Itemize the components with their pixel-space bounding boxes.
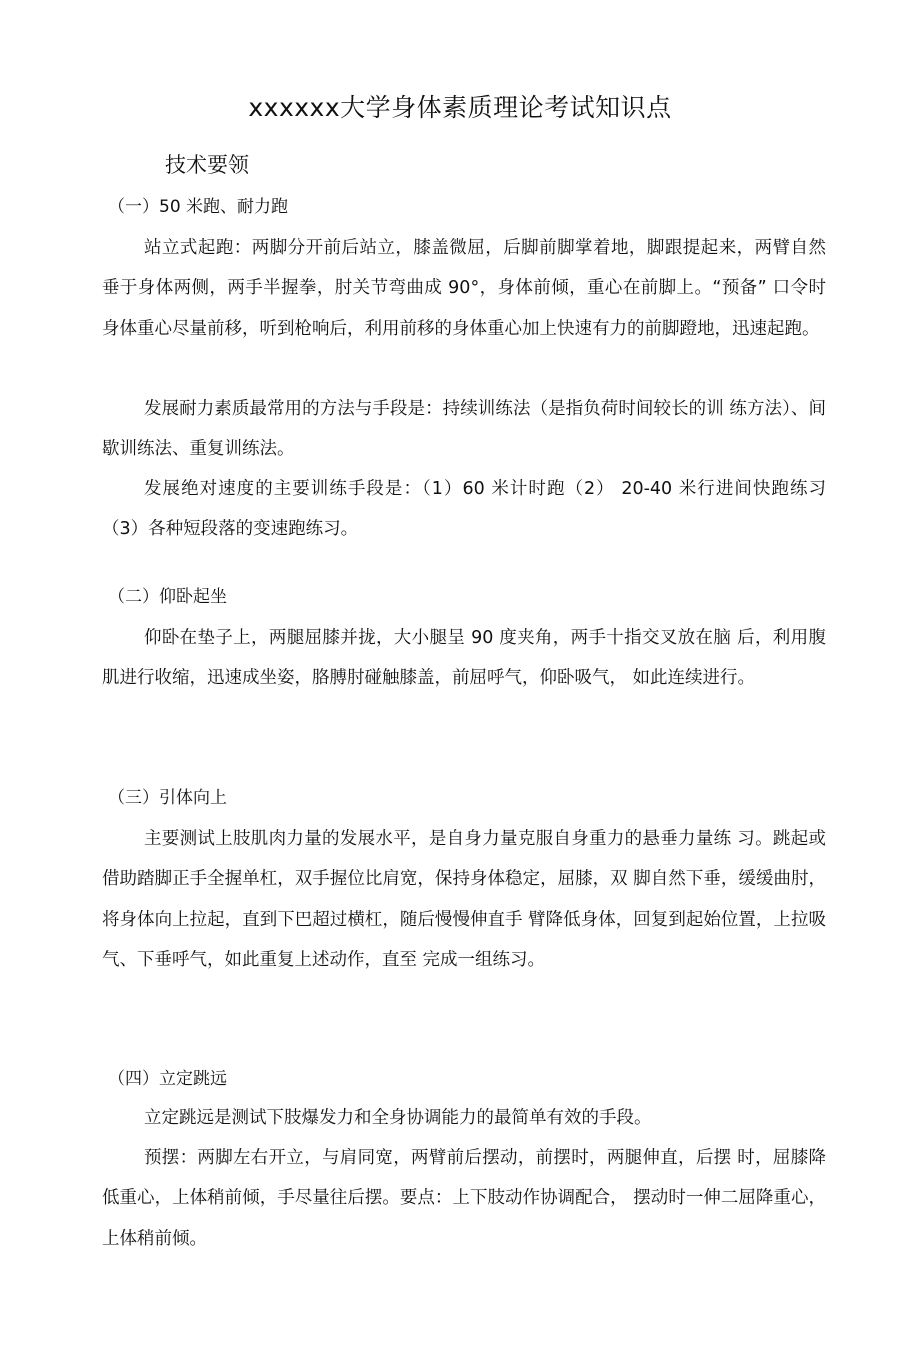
section-heading-1: （一）50 米跑、耐力跑 <box>108 197 289 217</box>
paragraph-standing-jump-intro: 立定跳远是测试下肢爆发力和全身协调能力的最简单有效的手段。 <box>144 1108 652 1128</box>
paragraph-start-technique: 站立式起跑：两脚分开前后站立，膝盖微屈，后脚前脚掌着地，脚跟提起来，两臂自然垂于身体两侧，两手半握拳，肘关节弯曲成 90°，身体前倾，重心在前脚上。“预备” 口令时身体重心尽量前移，听到枪响后，利用前移的身体重心加上快速有力的前脚蹬地，迅速起跑。 <box>102 238 826 339</box>
section-heading-4: （四）立定跳远 <box>108 1069 227 1089</box>
paragraph-pullups: 主要测试上肢肌肉力量的发展水平，是自身力量克服自身重力的悬垂力量练 习。跳起或借助踏脚正手全握单杠，双手握位比肩宽，保持身体稳定，屈膝，双 脚自然下垂，缓缓曲肘，将身体向上拉起，直到下巴超过横杠，随后慢慢伸直手 臂降低身体，回复到起始位置，上拉吸气、下垂呼气，如此重复上述动作，直至 完成一组练习。 <box>102 829 826 970</box>
paragraph-standing-jump-preswing: 预摆：两脚左右开立，与肩同宽，两臂前后摆动，前摆时，两腿伸直，后摆 时，屈膝降低重心，上体稍前倾，手尽量往后摆。要点：上下肢动作协调配合， 摆动时一伸二屈降重心，上体稍前倾。 <box>102 1148 826 1249</box>
section-heading-3: （三）引体向上 <box>108 788 227 808</box>
paragraph-speed-methods: 发展绝对速度的主要训练手段是：（1）60 米计时跑（2） 20-40 米行进间快跑练习（3）各种短段落的变速跑练习。 <box>102 479 826 540</box>
paragraph-endurance-methods: 发展耐力素质最常用的方法与手段是：持续训练法（是指负荷时间较长的训 练方法）、间歇训练法、重复训练法。 <box>102 399 826 460</box>
section-heading-2: （二）仰卧起坐 <box>108 587 227 607</box>
document-title: xxxxxx大学身体素质理论考试知识点 <box>248 93 672 122</box>
paragraph-situps: 仰卧在垫子上，两腿屈膝并拢，大小腿呈 90 度夹角，两手十指交叉放在脑 后，利用腹肌进行收缩，迅速成坐姿，胳膊肘碰触膝盖，前屈呼气，仰卧吸气， 如此连续进行。 <box>102 628 826 689</box>
document-subtitle: 技术要领 <box>165 153 249 177</box>
